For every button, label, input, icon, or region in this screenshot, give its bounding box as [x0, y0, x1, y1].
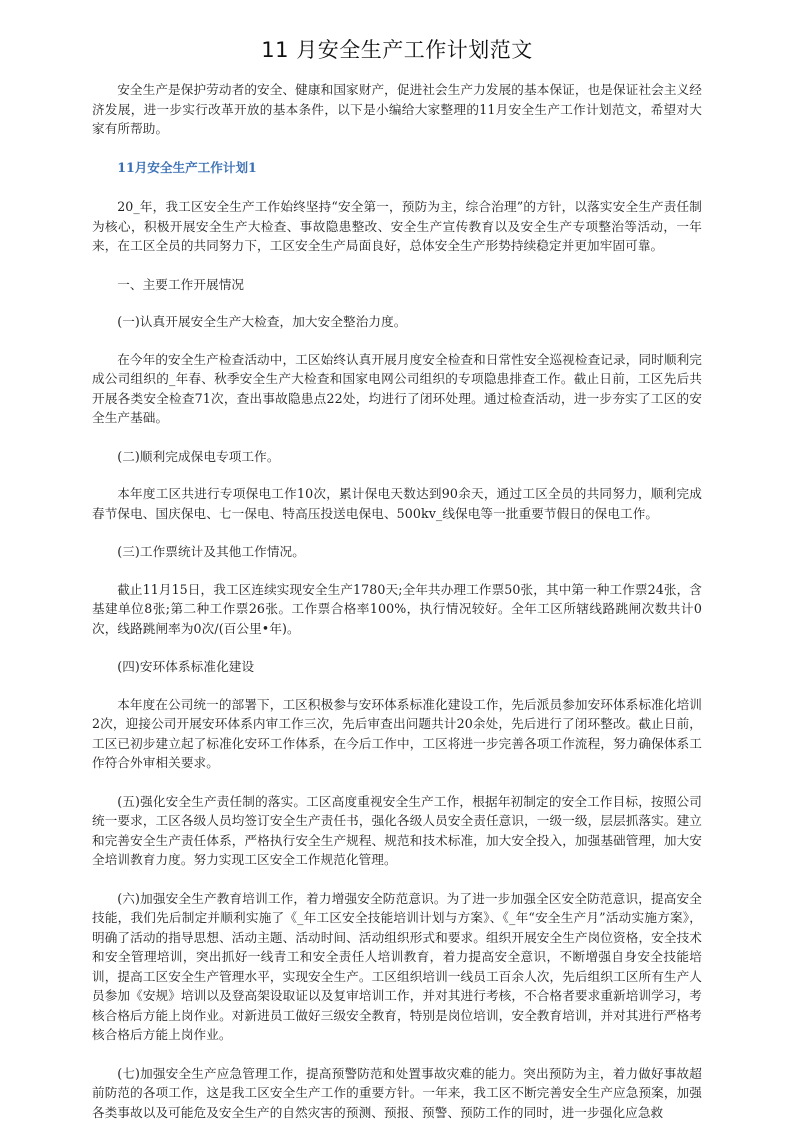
paragraph: 截止11月15日，我工区连续实现安全生产1780天;全年共办理工作票50张，其中第一种工作票24张，含基建单位8张;第二种工作票26张。工作票合格率100%，执行情况较好。全年工区所辖线路跳闸次数共计0次，线路跳闸率为0次/(百公里•年)。 — [92, 581, 702, 636]
paragraph: (七)加强安全生产应急管理工作，提高预警防范和处置事故灾难的能力。突出预防为主，着力做好事故超前防范的各项工作，这是我工区安全生产工作的重要方针。一年来，我工区不断完善安全生产应急预案，加强各类事故以及可能危及安全生产的自然灾害的预测、预报、预警、预防工作的同时，进一步强化应急救 — [92, 1065, 702, 1120]
paragraph-heading: (三)工作票统计及其他工作情况。 — [117, 544, 305, 559]
paragraph: 本年度在公司统一的部署下，工区积极参与安环体系标准化建设工作，先后派员参加安环体系标准化培训2次，迎接公司开展安环体系内审工作三次，先后审查出问题共计20余处，先后进行了闭环整改。截止日前，工区已初步建立起了标准化安环工作体系，在今后工作中，工区将进一步完善各项工作流程，努力确保体系工作符合外审相关要求。 — [92, 696, 702, 770]
paragraph-heading: 一、主要工作开展情况 — [117, 276, 245, 292]
document-body — [92, 80, 702, 1123]
paragraph-heading: (一)认真开展安全生产大检查，加大安全整治力度。 — [117, 314, 407, 329]
paragraph-heading: (二)顺利完成保电专项工作。 — [117, 448, 280, 464]
paragraph: 在今年的安全生产检查活动中，工区始终认真开展月度安全检查和日常性安全巡视检查记录，同时顺利完成公司组织的_年春、秋季安全生产大检查和国家电网公司组织的专项隐患排查工作。截止日前，工区先后共开展各类安全检查71次，查出事故隐患点22处，均进行了闭环处理。通过检查活动，进一步夯实了工区的安全生产基础。 — [92, 351, 702, 425]
paragraph: (六)加强安全生产教育培训工作，着力增强安全防范意识。为了进一步加强全区安全防范意识，提高安全技能，我们先后制定并顺利实施了《_年工区安全技能培训计划与方案》、《_年“安全生产月”活动实施方案》，明确了活动的指导思想、活动主题、活动时间、活动组织形式和要求。组织开展安全生产岗位资格，安全技术和安全管理培训，突出抓好一线青工和安全责任人培训教育，着力提高安全意识，不断增强自身安全技能培训，提高工区安全生产管理水平，实现安全生产。工区组织培训一线员工百余人次，先后组织工区所有生产人员参加《安规》培训以及登高架设取证以及复审培训工作，并对其进行考核，不合格者要求重新培训学习，考核合格后方能上岗作业。对新进员工做好三级安全教育，特别是岗位培训，安全教育培训，并对其进行严格考核合格后方能上岗作业。 — [92, 890, 702, 1042]
section-heading: 11月安全生产工作计划1 — [117, 159, 257, 175]
paragraph: 本年度工区共进行专项保电工作10次，累计保电天数达到90余天，通过工区全员的共同努力，顺利完成春节保电、国庆保电、七一保电、特高压投送电保电、500kv_线保电等一批重要节假日的保电工作。 — [92, 486, 702, 521]
intro-paragraph: 安全生产是保护劳动者的安全、健康和国家财产，促进社会生产力发展的基本保证，也是保证社会主义经济发展，进一步实行改革开放的基本条件，以下是小编给大家整理的11月安全生产工作计划范文，希望对大家有所帮助。 — [92, 82, 702, 136]
paragraph: (五)强化安全生产责任制的落实。工区高度重视安全生产工作，根据年初制定的安全工作目标，按照公司统一要求，工区各级人员均签订安全生产责任书，强化各级人员安全责任意识，一级一级，层层抓落实。建立和完善安全生产责任体系，严格执行安全生产规程、规范和技术标准，加大安全投入，加强基础管理，加大安全培训教育力度。努力实现工区安全工作规范化管理。 — [92, 793, 702, 867]
paragraph: 20_年，我工区安全生产工作始终坚持“安全第一，预防为主，综合治理”的方针，以落实安全生产责任制为核心，积极开展安全生产大检查、事故隐患整改、安全生产宣传教育以及安全生产专项整治等活动，一年来，在工区全员的共同努力下，工区安全生产局面良好，总体安全生产形势持续稳定并更加牢固可靠。 — [92, 199, 702, 253]
document-title: 11 月安全生产工作计划范文 — [261, 38, 533, 62]
paragraph-heading: (四)安环体系标准化建设 — [117, 659, 255, 674]
